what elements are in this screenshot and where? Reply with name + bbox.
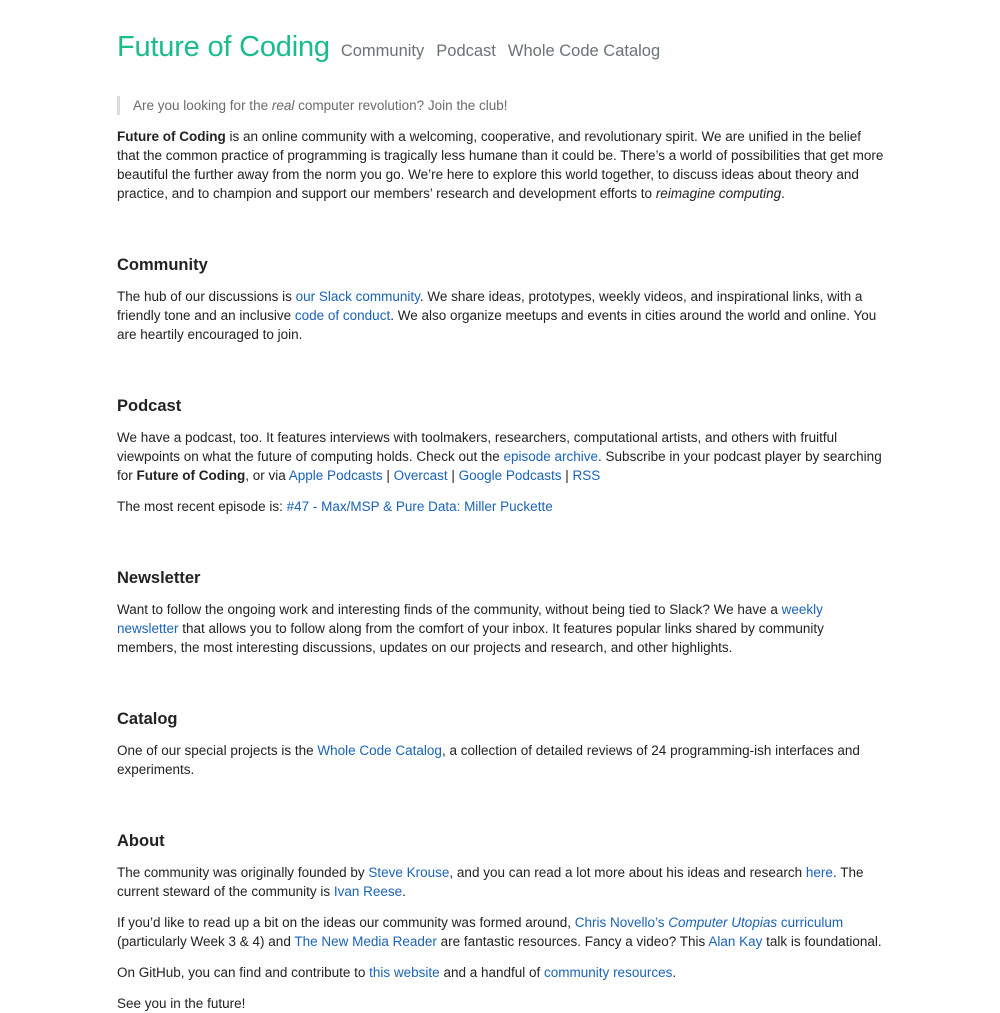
rss-link[interactable]: RSS xyxy=(572,468,601,483)
weekly-newsletter-link[interactable]: weekly newsletter xyxy=(117,602,823,636)
about-paragraph-1 xyxy=(117,863,887,901)
ivan-reese-link[interactable]: Ivan Reese xyxy=(333,884,403,899)
podcast-text-1: We have a podcast, too. It features interviews with toolmakers, researchers, computational artists, and others with fruitful viewpoints on what the future of computing holds. Check out the xyxy=(117,430,838,464)
catalog-text-1: One of our special projects is the xyxy=(117,743,318,758)
about-p1-text-2: , and you can read a lot more about his ideas and research xyxy=(449,865,806,880)
podcast-text-2: . Subscribe in your podcast player by searching for xyxy=(117,449,882,483)
overcast-link[interactable]: Overcast xyxy=(393,468,448,483)
here-link[interactable]: here xyxy=(805,865,833,880)
about-closing: See you in the future! xyxy=(117,996,246,1011)
this-website-link[interactable]: this website xyxy=(369,965,440,980)
podcast-text-3: , or via xyxy=(245,468,289,483)
computer-utopias-link-prefix: Chris Novello’s xyxy=(574,915,669,930)
tagline-quote xyxy=(117,96,887,115)
computer-utopias-link[interactable] xyxy=(575,915,843,930)
intro-bold-name: Future of Coding xyxy=(117,129,226,144)
recent-episode-link[interactable]: #47 - Max/MSP & Pure Data: Miller Puckette xyxy=(286,499,553,514)
about-heading: About xyxy=(117,832,165,850)
quote-text-before: Are you looking for the xyxy=(133,98,272,113)
intro-end: . xyxy=(781,186,785,201)
main-content xyxy=(117,0,887,1013)
recent-episode-label: The most recent episode is: xyxy=(117,499,287,514)
catalog-text-2: , a collection of detailed reviews of 24 programming-ish interfaces and experiments. xyxy=(117,743,860,777)
intro-text: is an online community with a welcoming, cooperative, and revolutionary spirit. We are unified in the belief that the common practice of programming is tragically less humane than it could be. There’s a world of possibilities that get more beautiful the further away from the norm you go. We’re here to explore this world together, to discuss ideas about theory and practice, and to champion and support our members’ research and development efforts to xyxy=(117,129,884,201)
top-nav xyxy=(341,42,672,61)
computer-utopias-link-title: Computer Utopias xyxy=(668,915,778,930)
separator: | xyxy=(382,468,394,483)
recent-episode-paragraph xyxy=(117,497,887,516)
newsletter-paragraph xyxy=(117,600,887,657)
podcast-paragraph xyxy=(117,428,887,485)
code-of-conduct-link[interactable]: code of conduct xyxy=(294,308,391,323)
nav-podcast[interactable]: Podcast xyxy=(436,42,496,60)
community-resources-link[interactable]: community resources xyxy=(544,965,673,980)
separator: | xyxy=(561,468,573,483)
about-p2-text-4: talk is foundational. xyxy=(762,934,882,949)
podcast-heading: Podcast xyxy=(117,397,182,415)
about-p1-text-4: . xyxy=(402,884,406,899)
about-p1-text-3: . The current steward of the community is xyxy=(117,865,864,899)
slack-community-link[interactable]: our Slack community xyxy=(295,289,420,304)
computer-utopias-link-suffix: curriculum xyxy=(777,915,844,930)
about-p2-text-2: (particularly Week 3 & 4) and xyxy=(117,934,295,949)
about-paragraph-3 xyxy=(117,963,887,982)
community-heading: Community xyxy=(117,256,208,274)
catalog-heading: Catalog xyxy=(117,710,178,728)
about-p2-text-3: are fantastic resources. Fancy a video? This xyxy=(436,934,709,949)
community-text-1: The hub of our discussions is xyxy=(117,289,296,304)
newsletter-text-1: Want to follow the ongoing work and interesting finds of the community, without being tied to Slack? We have a xyxy=(117,602,782,617)
new-media-reader-link[interactable]: The New Media Reader xyxy=(294,934,437,949)
community-text-2: . We share ideas, prototypes, weekly videos, and inspirational links, with a friendly tone and an inclusive xyxy=(117,289,863,323)
about-p3-text-1: On GitHub, you can find and contribute to xyxy=(117,965,370,980)
separator: | xyxy=(447,468,459,483)
intro-emphasis: reimagine computing xyxy=(655,186,782,201)
site-header xyxy=(117,27,887,67)
podcast-bold-name: Future of Coding xyxy=(136,468,246,483)
community-text-3: . We also organize meetups and events in cities around the world and online. You are heartily encouraged to join. xyxy=(117,308,877,342)
site-logo-link[interactable]: Future of Coding xyxy=(117,31,330,63)
quote-text-after: computer revolution? Join the club! xyxy=(294,98,508,113)
episode-archive-link[interactable]: episode archive xyxy=(503,449,599,464)
steve-krouse-link[interactable]: Steve Krouse xyxy=(368,865,450,880)
about-p3-text-2: and a handful of xyxy=(439,965,545,980)
community-paragraph xyxy=(117,287,887,344)
about-p3-text-3: . xyxy=(672,965,677,980)
apple-podcasts-link[interactable]: Apple Podcasts xyxy=(288,468,383,483)
newsletter-heading: Newsletter xyxy=(117,569,201,587)
about-p2-text-1: If you’d like to read up a bit on the ideas our community was formed around, xyxy=(117,915,575,930)
catalog-paragraph xyxy=(117,741,887,779)
whole-code-catalog-link[interactable]: Whole Code Catalog xyxy=(317,743,442,758)
intro-paragraph xyxy=(117,127,887,203)
about-p1-text-1: The community was originally founded by xyxy=(117,865,369,880)
quote-emphasis: real xyxy=(271,98,295,113)
nav-community[interactable]: Community xyxy=(340,42,425,60)
google-podcasts-link[interactable]: Google Podcasts xyxy=(458,468,562,483)
about-paragraph-2 xyxy=(117,913,887,951)
nav-whole-code-catalog[interactable]: Whole Code Catalog xyxy=(507,42,661,60)
alan-kay-link[interactable]: Alan Kay xyxy=(708,934,763,949)
newsletter-text-2: that allows you to follow along from the comfort of your inbox. It features popular links shared by community members, the most interesting discussions, updates on our projects and research, and other highlights. xyxy=(117,621,824,655)
